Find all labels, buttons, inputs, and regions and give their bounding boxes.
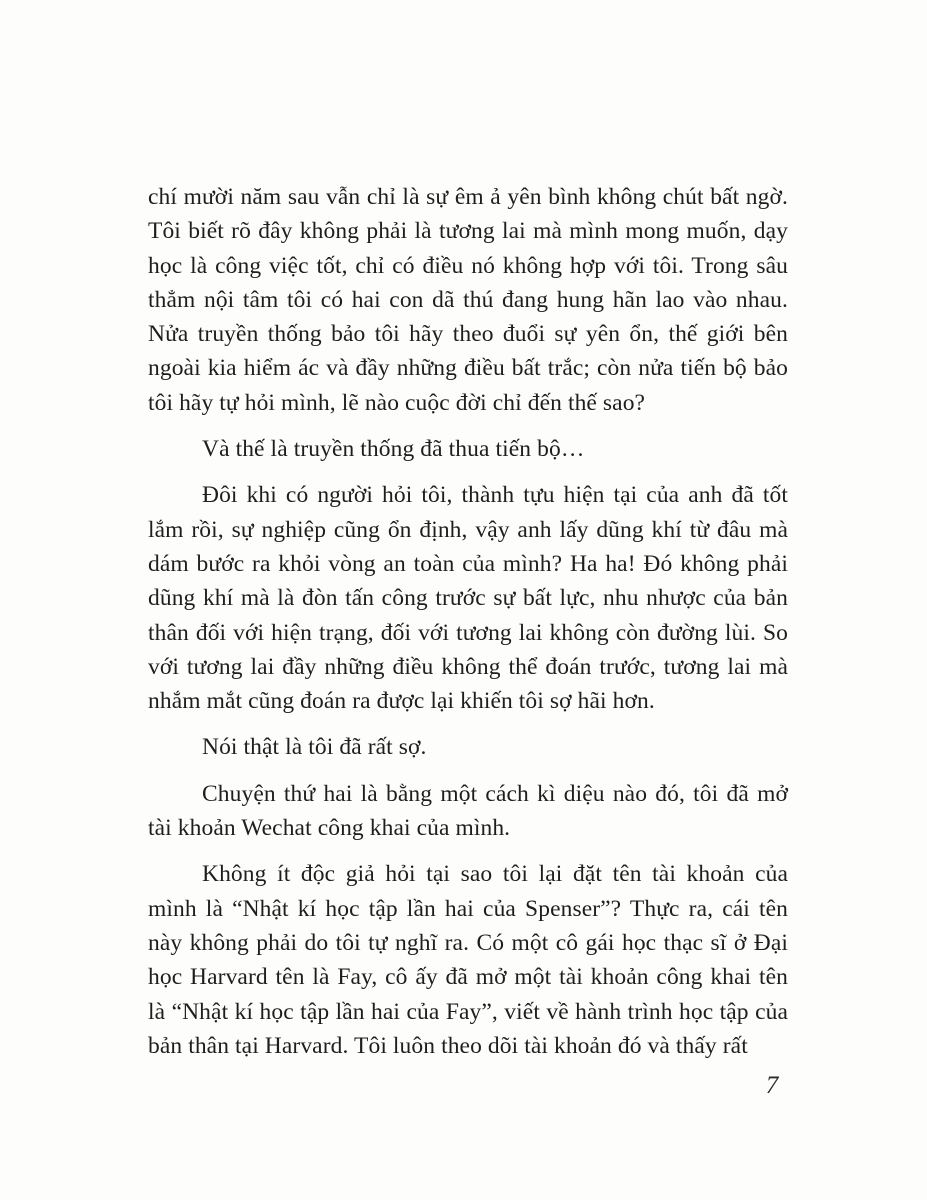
- paragraph: [148, 777, 788, 846]
- paragraph: [148, 432, 788, 466]
- text-line: Tôi biết rõ đây không phải là tương lai mà mình mong muốn, dạy: [148, 218, 788, 245]
- text-line: dám bước ra khỏi vòng an toàn của mình? Ha ha! Đó không phải: [148, 550, 788, 577]
- text-line: chí mười năm sau vẫn chỉ là sự êm ả yên bình không chút bất ngờ.: [148, 184, 788, 210]
- text-line: mình là “Nhật kí học tập lần hai của Spenser”? Thực ra, cái tên: [148, 895, 788, 922]
- text-line: này không phải do tôi tự nghĩ ra. Có một cô gái học thạc sĩ ở Đại: [148, 929, 788, 956]
- paragraph: [148, 857, 788, 1063]
- text-line: dũng khí mà là đòn tấn công trước sự bất lực, nhu nhược của bản: [148, 585, 788, 612]
- text-line: thân đối với hiện trạng, đối với tương lai không còn đường lùi. So: [148, 619, 788, 646]
- page-number: 7: [765, 1072, 779, 1099]
- text-line: học là công việc tốt, chỉ có điều nó không hợp với tôi. Trong sâu: [148, 252, 788, 279]
- text-line: là “Nhật kí học tập lần hai của Fay”, viết về hành trình học tập của: [148, 998, 788, 1025]
- text-line: tôi hãy tự hỏi mình, lẽ nào cuộc đời chỉ đến thế sao?: [148, 389, 646, 416]
- text-line: học Harvard tên là Fay, cô ấy đã mở một tài khoản công khai tên: [148, 964, 788, 991]
- text-line: tài khoản Wechat công khai của mình.: [148, 815, 511, 842]
- text-line: Chuyện thứ hai là bằng một cách kì diệu nào đó, tôi đã mở: [202, 780, 788, 807]
- paragraph: [148, 478, 788, 718]
- text-line: nhắm mắt cũng đoán ra được lại khiến tôi sợ hãi hơn.: [148, 688, 655, 715]
- text-block: [148, 180, 788, 1063]
- text-line: thẳm nội tâm tôi có hai con dã thú đang hung hãn lao vào nhau.: [148, 286, 788, 313]
- text-line: Đôi khi có người hỏi tôi, thành tựu hiện tại của anh đã tốt: [202, 482, 788, 509]
- text-line: với tương lai đầy những điều không thể đoán trước, tương lai mà: [148, 653, 788, 680]
- paragraph: [148, 730, 788, 764]
- text-line: Và thế là truyền thống đã thua tiến bộ…: [202, 436, 585, 463]
- text-line: lắm rồi, sự nghiệp cũng ổn định, vậy anh lấy dũng khí từ đâu mà: [148, 516, 788, 543]
- text-line: Không ít độc giả hỏi tại sao tôi lại đặt tên tài khoản của: [202, 861, 788, 888]
- text-line: ngoài kia hiểm ác và đầy những điều bất trắc; còn nửa tiến bộ bảo: [148, 355, 788, 382]
- text-line: Nửa truyền thống bảo tôi hãy theo đuổi sự yên ổn, thế giới bên: [148, 321, 788, 348]
- paragraph: [148, 180, 788, 420]
- text-line: Nói thật là tôi đã rất sợ.: [202, 734, 427, 761]
- text-line: bản thân tại Harvard. Tôi luôn theo dõi tài khoản đó và thấy rất: [148, 1032, 748, 1059]
